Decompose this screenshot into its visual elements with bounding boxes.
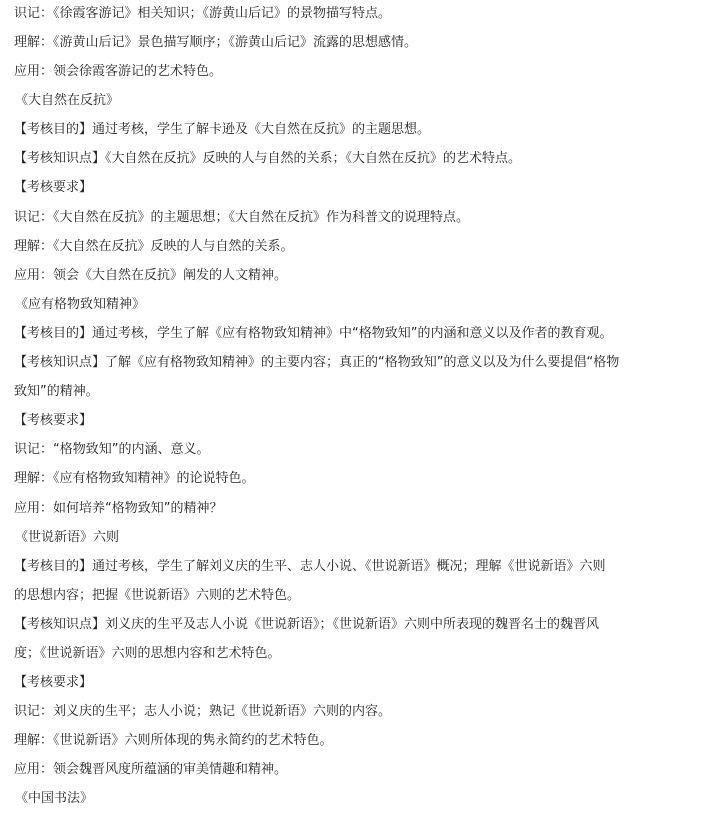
text-line: 应用：领会《大自然在反抗》阐发的人文精神。 [14, 267, 288, 283]
text-line: 【考核要求】 [14, 413, 93, 429]
text-line: 的思想内容；把握《世说新语》六则的艺术特色。 [14, 587, 301, 603]
text-line: 识记：“格物致知”的内涵、意义。 [14, 442, 210, 458]
text-line: 应用：领会徐霞客游记的艺术特色。 [14, 64, 223, 80]
text-line: 【考核目的】通过考核，学生了解卡逊及《大自然在反抗》的主题思想。 [14, 122, 431, 138]
text-line: 【考核目的】通过考核，学生了解《应有格物致知精神》中“格物致知”的内涵和意义以及作者的教育观。 [14, 325, 613, 341]
text-line: 【考核目的】通过考核，学生了解刘义庆的生平、志人小说、《世说新语》概况；理解《世说新语》六则 [14, 558, 606, 574]
text-line: 应用：如何培养“格物致知”的精神？ [14, 500, 223, 516]
text-line: 【考核知识点】了解《应有格物致知精神》的主要内容；真正的“格物致知”的意义以及为什么要提倡“格物 [14, 355, 620, 371]
text-line: 【考核知识点】刘义庆的生平及志人小说《世说新语》；《世说新语》六则中所表现的魏晋名士的魏晋风 [14, 616, 600, 632]
section-title: 《大自然在反抗》 [15, 93, 120, 109]
section-title: 《世说新语》六则 [15, 529, 120, 545]
text-line: 理解：《游黄山后记》景色描写顺序；《游黄山后记》流露的思想感情。 [14, 35, 418, 50]
text-line: 识记：《大自然在反抗》的主题思想；《大自然在反抗》作为科普文的说理特点。 [14, 209, 470, 225]
section-title: 《应有格物致知精神》 [15, 296, 146, 312]
text-line: 度；《世说新语》六则的思想内容和艺术特色。 [14, 645, 281, 661]
text-line: 识记：刘义庆的生平；志人小说；熟记《世说新语》六则的内容。 [14, 704, 392, 720]
text-line: 理解：《世说新语》六则所体现的隽永简约的艺术特色。 [14, 733, 333, 749]
section-title: 《中国书法》 [15, 791, 94, 807]
text-line: 【考核要求】 [14, 675, 93, 691]
text-line: 理解：《应有格物致知精神》的论说特色。 [14, 471, 255, 487]
text-line: 应用：领会魏晋风度所蕴涵的审美情趣和精神。 [14, 762, 288, 778]
text-line: 【考核要求】 [14, 180, 93, 196]
text-line: 理解：《大自然在反抗》反映的人与自然的关系。 [14, 238, 294, 254]
text-line: 致知”的精神。 [14, 384, 99, 400]
text-line: 识记：《徐霞客游记》相关知识；《游黄山后记》的景物描写特点。 [14, 6, 392, 21]
document-body [14, 0, 694, 814]
text-line: 【考核知识点】《大自然在反抗》反映的人与自然的关系；《大自然在反抗》的艺术特点。 [14, 151, 522, 167]
